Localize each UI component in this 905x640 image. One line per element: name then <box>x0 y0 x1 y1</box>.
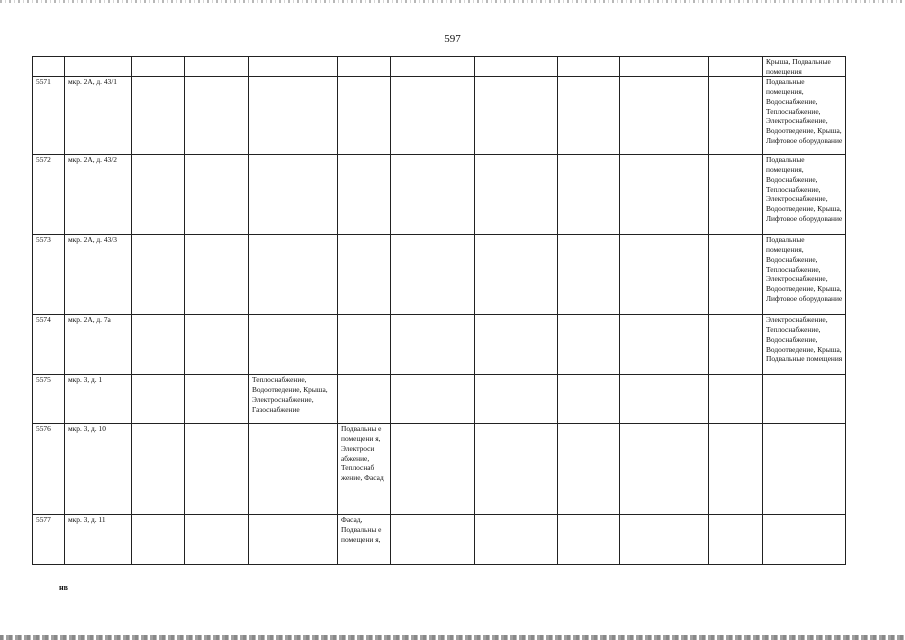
table-cell <box>185 424 249 515</box>
works-cell <box>249 235 338 315</box>
works-cell: Фасад, Подвальны е помещени я, <box>338 515 391 565</box>
table-row <box>33 155 846 235</box>
table-cell <box>475 155 558 235</box>
table-cell <box>185 57 249 77</box>
table-cell <box>475 315 558 375</box>
works-cell <box>338 77 391 155</box>
works-list-cell: Подвальные помещения, Водоснабжение, Теплоснабжение, Электроснабжение, Водоотведение, Крыша, Лифтовое оборудование <box>763 235 846 315</box>
scan-edge-bottom <box>0 635 905 640</box>
table-cell <box>185 375 249 424</box>
address-cell: мкр. 2А, д. 7а <box>65 315 132 375</box>
table-cell <box>391 235 475 315</box>
works-list-cell <box>763 424 846 515</box>
table-cell <box>249 57 338 77</box>
address-cell: мкр. 3, д. 11 <box>65 515 132 565</box>
address-cell: мкр. 2А, д. 43/3 <box>65 235 132 315</box>
address-cell: мкр. 3, д. 10 <box>65 424 132 515</box>
table-row <box>33 515 846 565</box>
table-cell <box>620 515 709 565</box>
works-list-cell: Электроснабжение, Теплоснабжение, Водоснабжение, Водоотведение, Крыша, Подвальные помещения <box>763 315 846 375</box>
table-cell <box>709 77 763 155</box>
table-cell <box>475 375 558 424</box>
works-cell <box>249 155 338 235</box>
table-row <box>33 235 846 315</box>
row-number: 5573 <box>33 235 65 315</box>
table-cell <box>620 424 709 515</box>
table-cell <box>709 375 763 424</box>
address-cell: мкр. 2А, д. 43/1 <box>65 77 132 155</box>
table-cell <box>475 424 558 515</box>
works-list-cell: Крыша, Подвальные помещения <box>763 57 846 77</box>
table-cell <box>132 424 185 515</box>
table-cell <box>185 515 249 565</box>
table-cell <box>709 57 763 77</box>
table-cell <box>475 235 558 315</box>
row-number: 5574 <box>33 315 65 375</box>
works-cell <box>249 77 338 155</box>
table-cell <box>185 155 249 235</box>
table-cell <box>132 375 185 424</box>
table-cell <box>132 515 185 565</box>
table-cell <box>558 424 620 515</box>
table-cell <box>558 57 620 77</box>
table-cell <box>709 424 763 515</box>
table-cell <box>558 315 620 375</box>
works-cell <box>338 315 391 375</box>
table-cell <box>391 57 475 77</box>
works-list-cell <box>763 375 846 424</box>
works-cell <box>249 424 338 515</box>
table-row <box>33 315 846 375</box>
table-cell <box>620 57 709 77</box>
works-list-cell <box>763 515 846 565</box>
table-cell <box>391 77 475 155</box>
table-row <box>33 77 846 155</box>
table-cell <box>132 57 185 77</box>
page-number: 597 <box>444 33 461 45</box>
table-cell <box>65 57 132 77</box>
table-cell <box>558 77 620 155</box>
table-cell <box>620 155 709 235</box>
table-cell <box>620 375 709 424</box>
table-row <box>33 375 846 424</box>
table-cell <box>391 315 475 375</box>
table-cell <box>185 315 249 375</box>
table-cell <box>620 315 709 375</box>
works-cell <box>249 515 338 565</box>
table-cell <box>558 515 620 565</box>
table-cell <box>558 155 620 235</box>
table-cell <box>475 515 558 565</box>
table-cell <box>132 155 185 235</box>
works-list-cell: Подвальные помещения, Водоснабжение, Теплоснабжение, Электроснабжение, Водоотведение, Крыша, Лифтовое оборудование <box>763 155 846 235</box>
table-cell <box>558 375 620 424</box>
table-cell <box>391 515 475 565</box>
table-cell <box>132 315 185 375</box>
works-cell <box>338 375 391 424</box>
row-number: 5575 <box>33 375 65 424</box>
table-cell <box>475 57 558 77</box>
works-cell <box>338 235 391 315</box>
table-cell <box>475 77 558 155</box>
works-list-cell: Подвальные помещения, Водоснабжение, Теплоснабжение, Электроснабжение, Водоотведение, Крыша, Лифтовое оборудование <box>763 77 846 155</box>
table-cell <box>620 235 709 315</box>
works-cell: Подвальны е помещени я, Электроси абжение, Теплоснаб жение, Фасад <box>338 424 391 515</box>
table-row <box>33 424 846 515</box>
address-cell: мкр. 3, д. 1 <box>65 375 132 424</box>
table-cell <box>132 77 185 155</box>
table-cell <box>620 77 709 155</box>
table-cell <box>709 515 763 565</box>
row-number: 5577 <box>33 515 65 565</box>
works-cell <box>249 315 338 375</box>
row-number: 5571 <box>33 77 65 155</box>
table-cell <box>185 235 249 315</box>
row-number: 5572 <box>33 155 65 235</box>
works-cell <box>338 155 391 235</box>
table-cell <box>33 57 65 77</box>
table-cell <box>338 57 391 77</box>
table-cell <box>558 235 620 315</box>
table-cell <box>391 155 475 235</box>
table-cell <box>709 315 763 375</box>
table-cell <box>709 155 763 235</box>
table-cell <box>132 235 185 315</box>
table-cell <box>185 77 249 155</box>
row-number: 5576 <box>33 424 65 515</box>
table-cell <box>391 424 475 515</box>
table-cell <box>391 375 475 424</box>
scan-edge-top <box>0 0 905 3</box>
table-cell <box>709 235 763 315</box>
footer-mark: нв <box>59 583 68 592</box>
works-table <box>32 56 846 565</box>
table-row <box>33 57 846 77</box>
address-cell: мкр. 2А, д. 43/2 <box>65 155 132 235</box>
works-cell: Теплоснабжение, Водоотведение, Крыша, Электроснабжение, Газоснабжение <box>249 375 338 424</box>
